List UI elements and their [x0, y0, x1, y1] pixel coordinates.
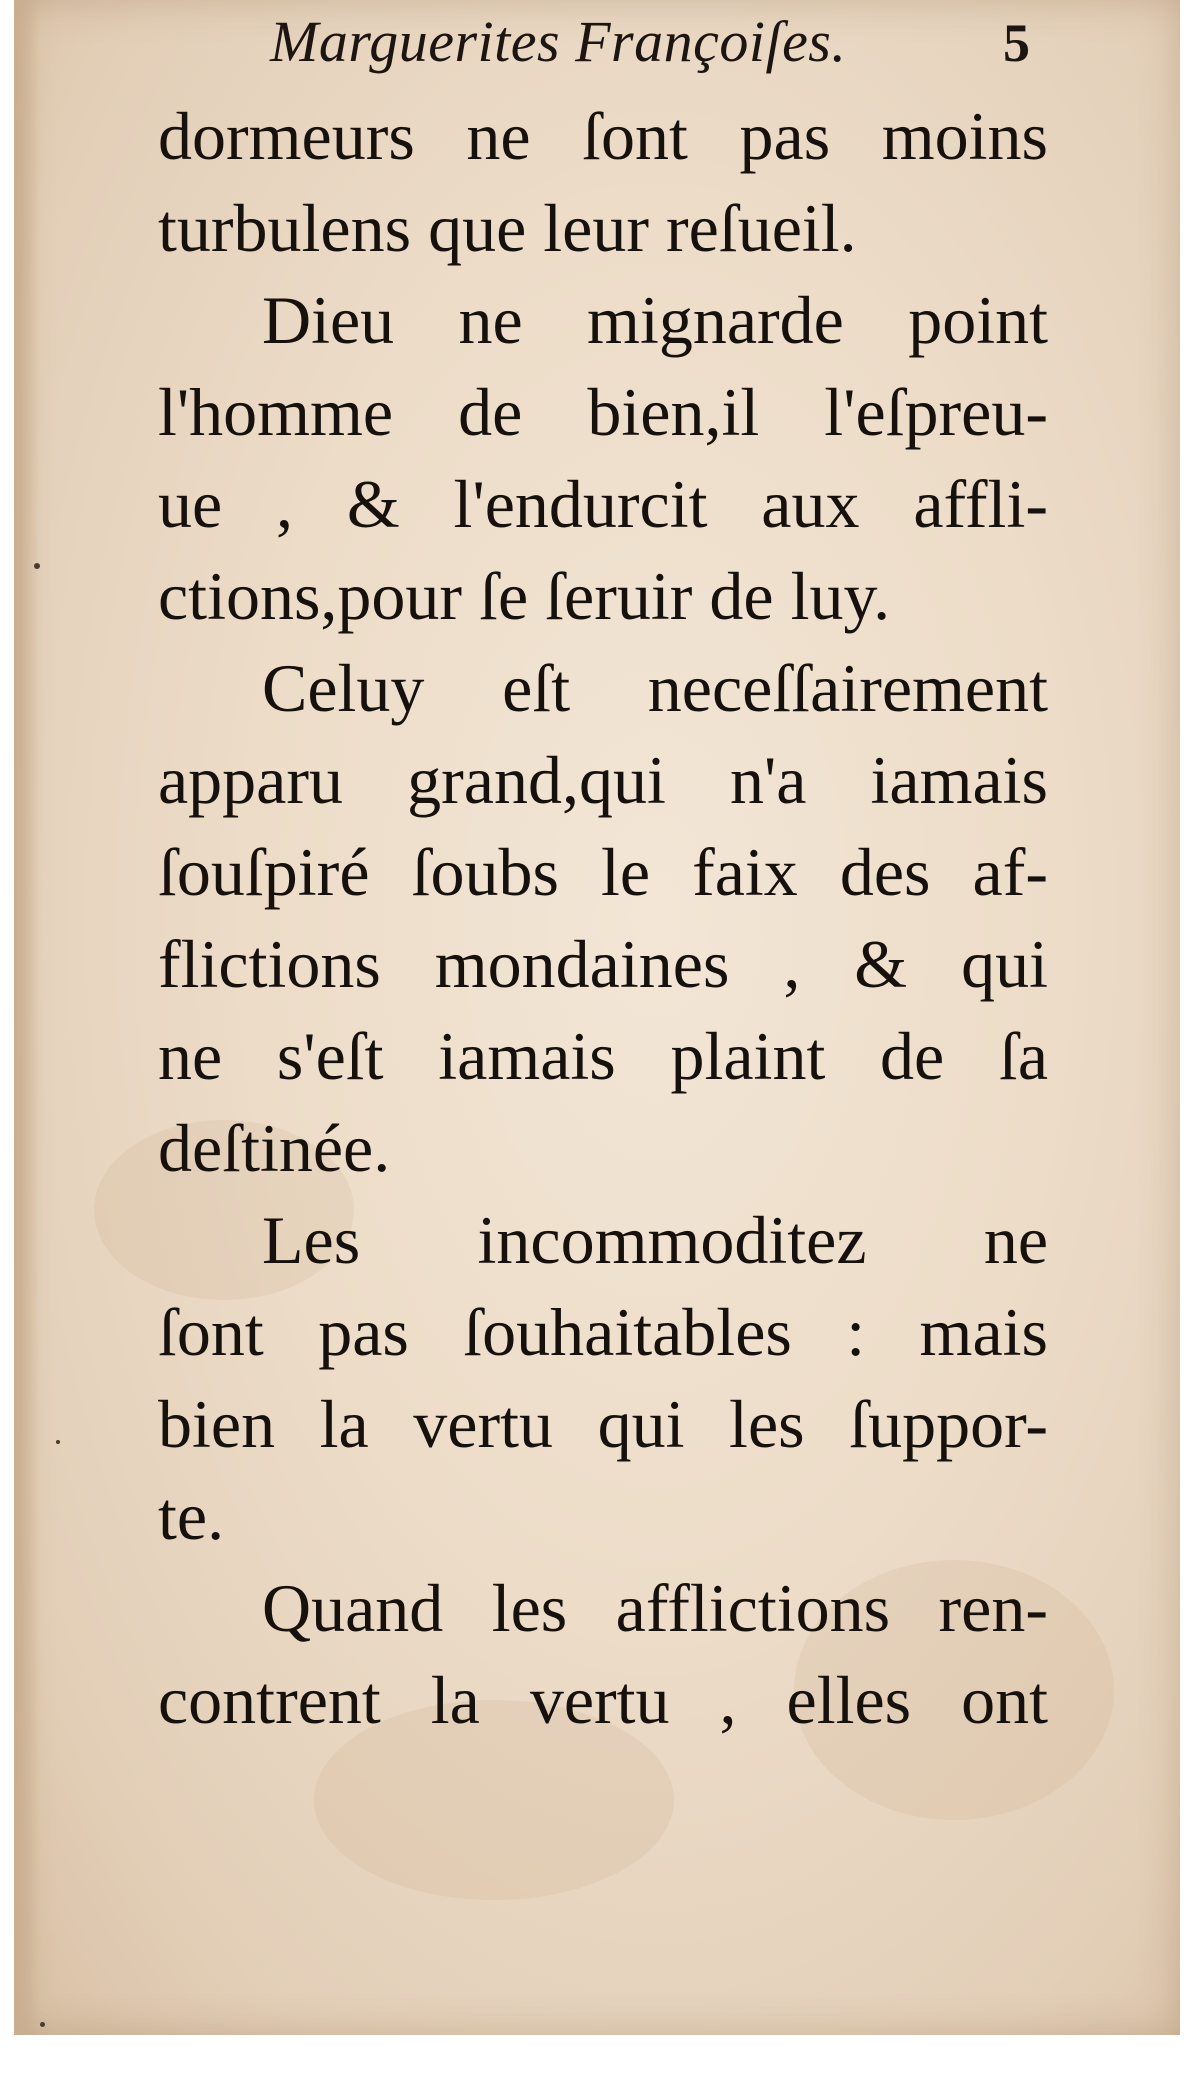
text-line: ctions,pour ſe ſeruir de luy. — [158, 558, 891, 634]
text-line: ſont pas ſouhaitables : mais — [158, 1294, 1048, 1370]
text-line: ſouſpiré ſoubs le faix des af- — [158, 834, 1048, 910]
ink-speck — [56, 1440, 60, 1444]
text-line: Quand les afflictions ren- — [262, 1570, 1048, 1646]
text-line: apparu grand,qui n'a iamais — [158, 742, 1048, 818]
text-line: dormeurs ne ſont pas moins — [158, 98, 1048, 174]
text-line: Les incommoditez ne — [262, 1202, 1048, 1278]
text-line: Dieu ne mignarde point — [262, 282, 1048, 358]
text-line: l'homme de bien,il l'eſpreu- — [158, 374, 1048, 450]
gutter-shadow — [14, 0, 40, 2035]
text-line: contrent la vertu , elles ont — [158, 1662, 1048, 1738]
text-line: ne s'eſt iamais plaint de ſa — [158, 1018, 1048, 1094]
text-line: Celuy eſt neceſſairement — [262, 650, 1048, 726]
text-line: ue , & l'endurcit aux affli- — [158, 466, 1048, 542]
text-line: deſtinée. — [158, 1110, 391, 1186]
running-head — [270, 8, 1030, 78]
page-number: 5 — [1003, 13, 1030, 73]
text-line: turbulens que leur reſueil. — [158, 190, 857, 266]
ink-speck — [34, 563, 40, 569]
text-line: bien la vertu qui les ſuppor- — [158, 1386, 1048, 1462]
page-text — [158, 90, 1048, 1746]
text-line: flictions mondaines , & qui — [158, 926, 1048, 1002]
ink-speck — [40, 2022, 45, 2027]
running-title: Marguerites Françoiſes. — [270, 9, 847, 74]
text-line: te. — [158, 1478, 225, 1554]
